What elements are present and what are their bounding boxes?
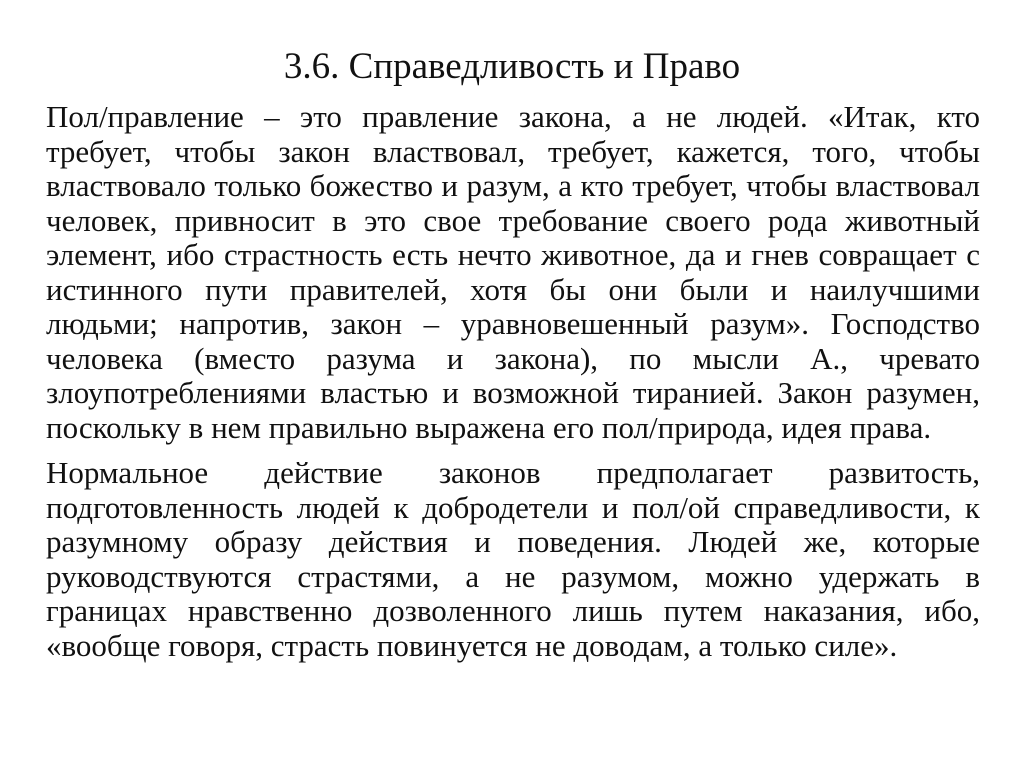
paragraph-action-of-laws: Нормальное действие законов предполагает развитость, подготовленность людей к добродетели и пол/ой справедливости, к разумному образу действия и поведения. Людей же, которые руководствуются страстями, а не разумом, можно удержать в границах нравственно дозволенного лишь путем наказания, ибо, «вообще говоря, страсть повинуется не доводам, а только силе». [46,455,980,663]
slide-title: 3.6. Справедливость и Право [283,46,741,87]
slide-body [46,100,980,663]
paragraph-rule-of-law: Пол/правление – это правление закона, а не людей. «Итак, кто требует, чтобы закон властвовал, требует, кажется, того, чтобы властвовало только божество и разум, а кто требует, чтобы властвовал человек, привносит в это свое требование своего рода животный элемент, ибо страстность есть нечто животное, да и гнев совращает с истинного пути правителей, хотя бы они были и наилучшими людьми; напротив, закон – уравновешенный разум». Господство человека (вместо разума и закона), по мысли А., чревато злоупотреблениями властью и возможной тиранией. Закон разумен, поскольку в нем правильно выражена его пол/природа, идея права. [46,99,980,445]
